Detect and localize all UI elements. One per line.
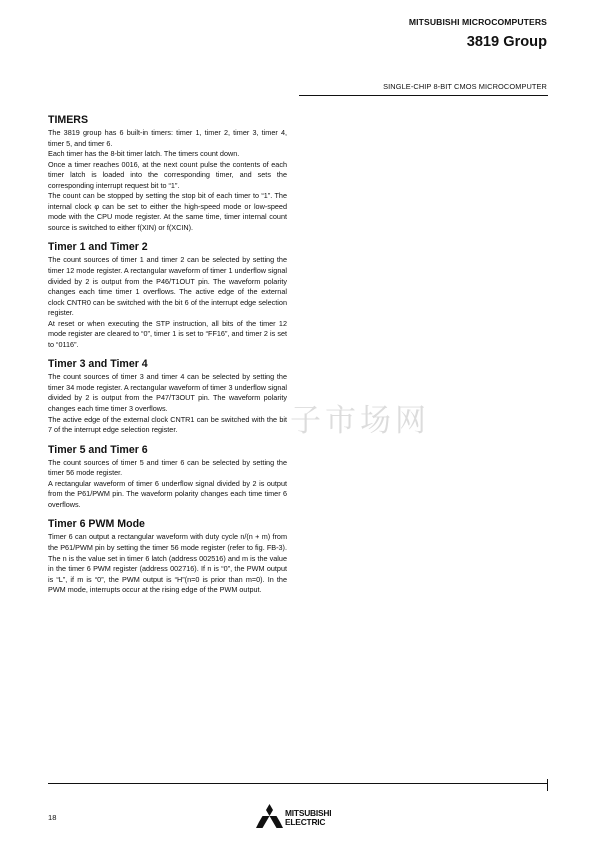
section-title: Timer 1 and Timer 2 <box>48 241 148 254</box>
section-timer-1-2 <box>48 241 287 350</box>
footer-rule-tick <box>547 779 548 791</box>
paragraph: The active edge of the external clock CNTR1 can be switched with the bit 7 of the interrupt edge selection register. <box>48 414 287 435</box>
logo-line: ELECTRIC <box>285 816 326 827</box>
main-content <box>48 114 287 596</box>
company-logo <box>256 804 348 830</box>
paragraph: At reset or when executing the STP instruction, all bits of the timer 12 mode register are cleared to “0”, timer 1 is set to “FF16”, and timer 2 is set to “0116”. <box>48 318 287 349</box>
section-timer-5-6 <box>48 444 287 511</box>
paragraph: Once a timer reaches 0016, at the next count pulse the contents of each timer latch is loaded into the corresponding timer, and sets the corresponding interrupt request bit to “1”. <box>48 159 287 190</box>
paragraph: The count sources of timer 5 and timer 6 can be selected by setting the timer 56 mode register. <box>48 457 287 478</box>
header-group-title: 3819 Group <box>466 34 547 50</box>
paragraph: Timer 6 can output a rectangular waveform with duty cycle n/(n + m) from the P61/PWM pin by setting the timer 56 mode register (refer to fig. FB-3). The n is the value set in timer 6 latch (address 002516) and m is the value in the timer 6 PWM register (address 002716). If n is “0”, the PWM output is “L”, if m is “0”, the PWM output is “H”(n=0 is prior than m=0). In the PWM mode, interrupts occur at the rising edge of the PWM output. <box>48 532 287 595</box>
paragraph: The count can be stopped by setting the stop bit of each timer to “1”. The internal clock φ can be set to either the high-speed mode or low-speed mode with the CPU mode register. At the same time, timer internal count source is switched to either f(XIN) or f(XCIN). <box>48 191 287 232</box>
paragraph: Each timer has the 8-bit timer latch. The timers count down. <box>48 149 240 159</box>
section-title: Timer 3 and Timer 4 <box>48 358 148 371</box>
section-timers <box>48 114 287 233</box>
paragraph: The count sources of timer 3 and timer 4 can be selected by setting the timer 34 mode register. A rectangular waveform of timer 3 underflow signal divided by 2 is output from the P47/T3OUT pin. The waveform polarity changes each time timer 3 overflows. <box>48 372 287 414</box>
section-title: TIMERS <box>48 114 89 126</box>
header-rule <box>299 95 548 96</box>
section-title: Timer 5 and Timer 6 <box>48 443 148 456</box>
logo-line: MITSUBISHI <box>285 808 332 818</box>
header-subtitle: SINGLE-CHIP 8-BIT CMOS MICROCOMPUTER <box>383 82 547 91</box>
section-timer-6-pwm <box>48 518 287 595</box>
paragraph: The count sources of timer 1 and timer 2 can be selected by setting the timer 12 mode register. A rectangular waveform of timer 1 underflow signal divided by 2 is output from the P46/T1OUT pin. The waveform polarity changes each time timer 1 overflows. The active edge of the external clock CNTR0 can be switched with the bit 6 of the interrupt edge selection register. <box>48 255 287 318</box>
section-title: Timer 6 PWM Mode <box>48 518 145 531</box>
header-company: MITSUBISHI MICROCOMPUTERS <box>408 17 547 27</box>
logo-wordmark <box>285 809 331 826</box>
three-diamonds-icon <box>256 804 283 829</box>
section-timer-3-4 <box>48 358 287 435</box>
page-number: 18 <box>48 813 57 822</box>
watermark: 子市场网 <box>290 403 430 439</box>
paragraph: The 3819 group has 6 built-in timers: timer 1, timer 2, timer 3, timer 4, timer 5, and timer 6. <box>48 128 287 148</box>
footer-rule <box>48 783 548 784</box>
paragraph: A rectangular waveform of timer 6 underflow signal divided by 2 is output from the P61/PWM pin. The waveform polarity changes each time timer 6 overflows. <box>48 478 287 509</box>
